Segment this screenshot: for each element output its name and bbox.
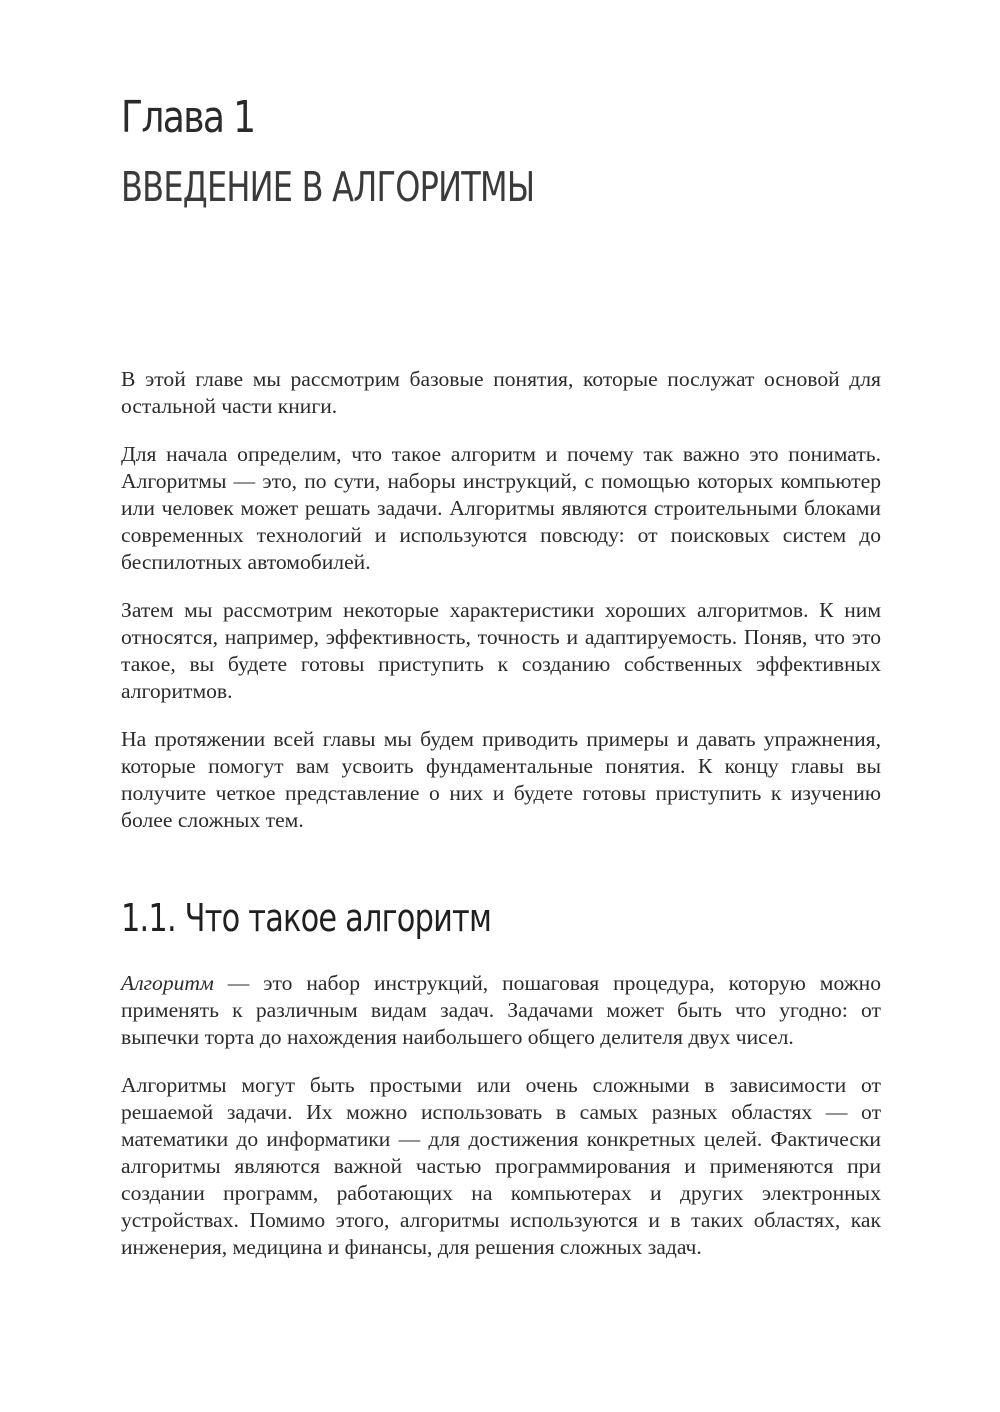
section-heading: 1.1. Что такое алгоритм: [121, 896, 492, 940]
intro-paragraph: Для начала определим, что такое алгоритм и почему так важно это понимать. Алгоритмы — это, по сути, наборы инструкций, с помощью которых компьютер или человек может решать задачи. Алгоритмы являются строительными блоками современных технологий и используются повсюду: от поисковых систем до беспилотных автомобилей.: [121, 442, 881, 574]
intro-paragraph: На протяжении всей главы мы будем приводить примеры и давать упражнения, которые помогут вам усвоить фундаментальные понятия. К концу главы вы получите четкое представление о них и будете готовы приступить к изучению более сложных тем.: [121, 727, 881, 832]
chapter-number: Глава 1: [121, 92, 255, 143]
chapter-intro: [121, 366, 881, 855]
intro-paragraph: В этой главе мы рассмотрим базовые понятия, которые послужат основой для остальной части книги.: [121, 367, 881, 418]
defined-term: Алгоритм: [121, 971, 214, 995]
section-body: [121, 970, 881, 1282]
chapter-title: ВВЕДЕНИЕ В АЛГОРИТМЫ: [121, 163, 535, 211]
definition-text: — это набор инструкций, пошаговая процедура, которую можно применять к различным видам задач. Задачами может быть что угодно: от выпечки торта до нахождения наибольшего общего делителя двух чисел.: [121, 971, 881, 1049]
section-paragraph: Алгоритмы могут быть простыми или очень сложными в зависимости от решаемой задачи. Их можно использовать в самых разных областях — от математики до информатики — для достижения конкретных целей. Фактически алгоритмы являются важной частью программирования и применяются при создании программ, работающих на компьютерах и других электронных устройствах. Помимо этого, алгоритмы используются и в таких областях, как инженерия, медицина и финансы, для решения сложных задач.: [121, 1073, 881, 1259]
definition-paragraph: [121, 970, 881, 1051]
intro-paragraph: Затем мы рассмотрим некоторые характеристики хороших алгоритмов. К ним относятся, например, эффективность, точность и адаптируемость. Поняв, что это такое, вы будете готовы приступить к созданию собственных эффективных алгоритмов.: [121, 598, 881, 703]
